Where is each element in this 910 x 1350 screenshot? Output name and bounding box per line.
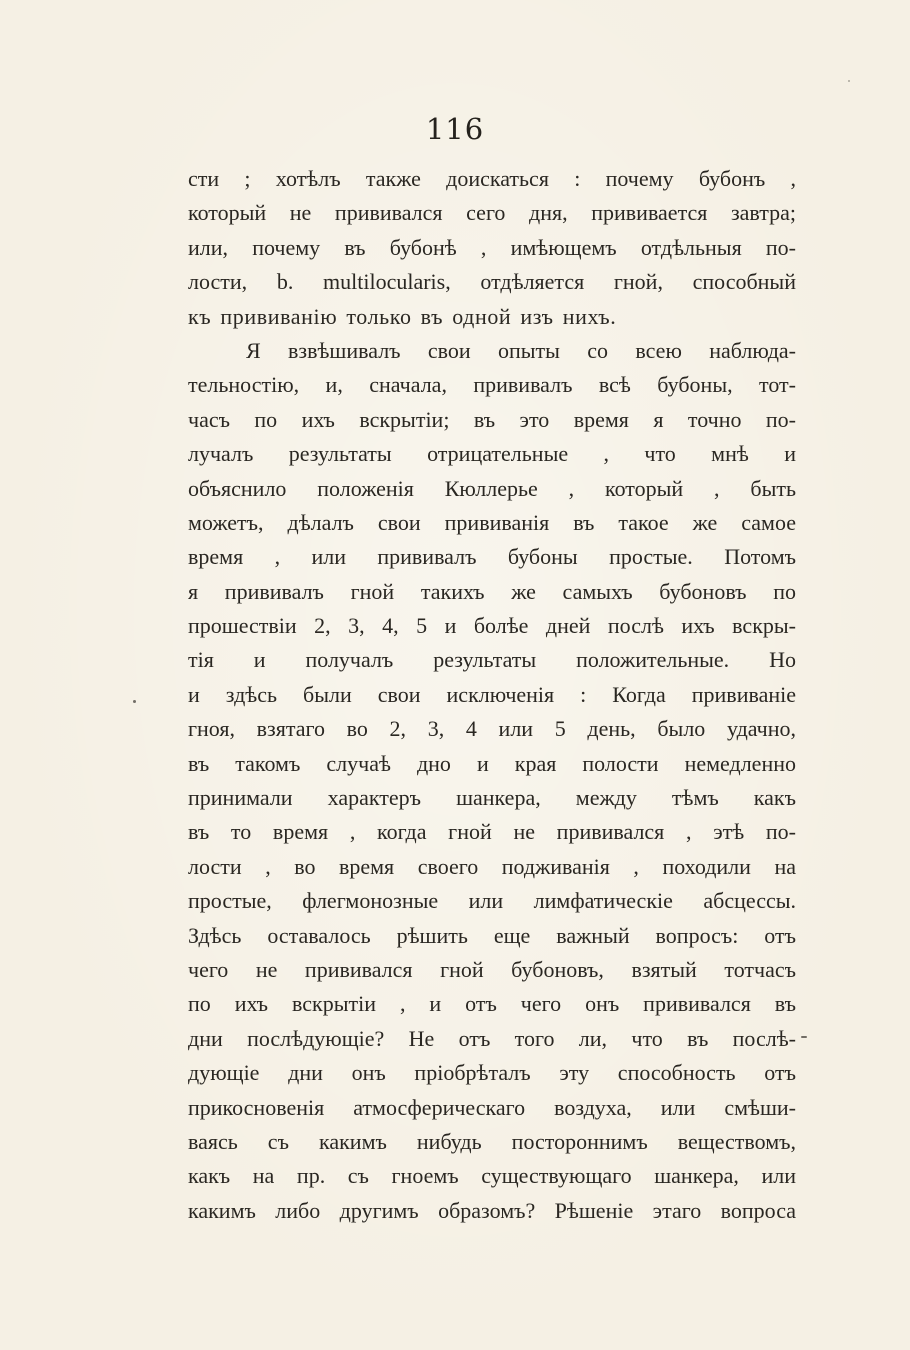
- ink-speck: [133, 700, 136, 703]
- text-line: я прививалъ гной такихъ же самыхъ бубоновъ по: [188, 578, 796, 604]
- text-line: къ прививанію только въ одной изъ нихъ.: [188, 303, 617, 329]
- text-line: какъ на пр. съ гноемъ существующаго шанкера, или: [188, 1163, 796, 1189]
- text-line: въ такомъ случаѣ дно и края полости немедленно: [188, 750, 796, 776]
- text-line: дующіе дни онъ пріобрѣталъ эту способность отъ: [188, 1060, 796, 1086]
- text-line: часъ по ихъ вскрытіи; въ это время я точно по-: [188, 406, 796, 432]
- text-line: по ихъ вскрытіи , и отъ чего онъ прививался въ: [188, 991, 796, 1017]
- text-line: сти ; хотѣлъ также доискаться : почему бубонъ ,: [188, 166, 796, 191]
- text-line: ваясь съ какимъ нибудь постороннимъ веществомъ,: [188, 1128, 796, 1154]
- text-line: прикосновенія атмосферическаго воздуха, или смѣши-: [188, 1094, 796, 1120]
- text-line: который не прививался сего дня, прививается завтра;: [188, 200, 796, 226]
- text-line: какимъ либо другимъ образомъ? Рѣшеніе этаго вопроса: [188, 1197, 796, 1223]
- text-line: дни послѣдующіе? Не отъ того ли, что въ послѣ-: [188, 1025, 796, 1051]
- text-line: Здѣсь оставалось рѣшить еще важный вопросъ: отъ: [188, 922, 796, 948]
- page-number: 116: [425, 112, 485, 146]
- ink-speck: [848, 80, 850, 82]
- text-line: простые, флегмонозные или лимфатическіе абсцессы.: [188, 888, 796, 914]
- text-line: тія и получалъ результаты положительные. Но: [188, 647, 796, 673]
- text-line: гноя, взятаго во 2, 3, 4 или 5 день, было удачно,: [188, 716, 796, 742]
- text-line: или, почему въ бубонѣ , имѣющемъ отдѣльныя по-: [188, 234, 796, 260]
- text-line: принимали характеръ шанкера, между тѣмъ какъ: [188, 785, 796, 811]
- ink-speck: [801, 1036, 807, 1038]
- text-line: Я взвѣшивалъ свои опыты со всею наблюда-: [246, 337, 796, 363]
- text-line: лучалъ результаты отрицательные , что мнѣ и: [188, 441, 796, 467]
- text-line: въ то время , когда гной не прививался , этѣ по-: [188, 819, 796, 845]
- text-line: лости, b. multilocularis, отдѣляется гной, способный: [188, 269, 796, 295]
- text-line: можетъ, дѣлалъ свои прививанія въ такое же самое: [188, 509, 796, 535]
- text-line: объяснило положенія Кюллерье , который , быть: [188, 475, 796, 501]
- text-line: лости , во время своего подживанія , походили на: [188, 853, 796, 879]
- text-line: прошествіи 2, 3, 4, 5 и болѣе дней послѣ ихъ вскры-: [188, 613, 796, 639]
- text-line: и здѣсь были свои исключенія : Когда прививаніе: [188, 681, 796, 707]
- text-line: чего не прививался гной бубоновъ, взятый тотчасъ: [188, 956, 796, 982]
- text-line: тельностію, и, сначала, прививалъ всѣ бубоны, тот-: [188, 372, 796, 398]
- body-text: [188, 162, 796, 1228]
- text-line: время , или прививалъ бубоны простые. Потомъ: [188, 544, 796, 570]
